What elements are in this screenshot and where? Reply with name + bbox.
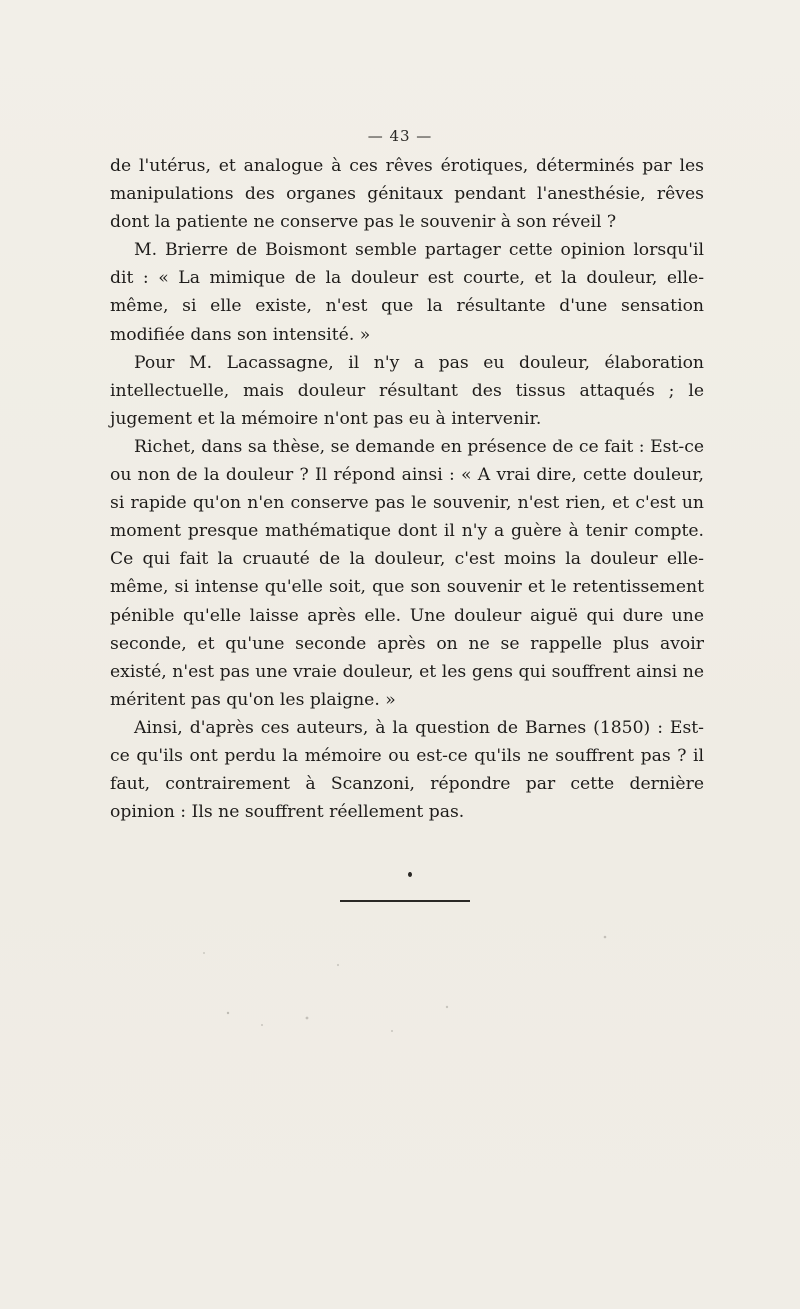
paragraph-conclusion: Ainsi, d'après ces auteurs, à la question de Barnes (1850) : Est-ce qu'ils ont perdu la mémoire ou est-ce qu'ils ne souffrent pas ? il faut, contrairement à Scanzoni, répondre par cette dernière opinion : Ils ne souffrent réellement pas. xyxy=(110,717,704,823)
end-rule xyxy=(340,900,470,902)
paragraph-lacassagne: Pour M. Lacassagne, il n'y a pas eu douleur, élaboration intellectuelle, mais douleur résultant des tissus attaqués ; le jugement et la mémoire n'ont pas eu à intervenir. xyxy=(110,352,704,429)
page-number: — 43 — xyxy=(367,127,433,145)
body-text xyxy=(110,152,704,826)
paragraph-continuation: de l'utérus, et analogue à ces rêves érotiques, déterminés par les manipulations des organes génitaux pendant l'anesthésie, rêves dont la patiente ne conserve pas le souvenir à son réveil ? xyxy=(110,156,704,233)
paragraph-brierre: M. Brierre de Boismont semble partager cette opinion lorsqu'il dit : « La mimique de la douleur est courte, et la douleur, elle-même, si elle existe, n'est que la résultante d'une sensation modifiée dans son intensité. » xyxy=(110,240,704,345)
end-dot xyxy=(408,872,412,877)
paragraph-richet: Richet, dans sa thèse, se demande en présence de ce fait : Est-ce ou non de la douleur ? Il répond ainsi : « A vrai dire, cette douleur, si rapide qu'on n'en conserve pas le souvenir, n'est rien, et c'est un moment presque mathématique dont il n'y a guère à tenir compte. Ce qui fait la cruauté de la douleur, c'est moins la douleur elle-même, si intense qu'elle soit, que son souvenir et le retentissement pénible qu'elle laisse après elle. Une douleur aiguë qui dure une seconde, et qu'une seconde après on ne se rappelle plus avoir existé, n'est pas une vraie douleur, et les gens qui souffrent ainsi ne méritent pas qu'on les plaigne. » xyxy=(110,436,704,710)
